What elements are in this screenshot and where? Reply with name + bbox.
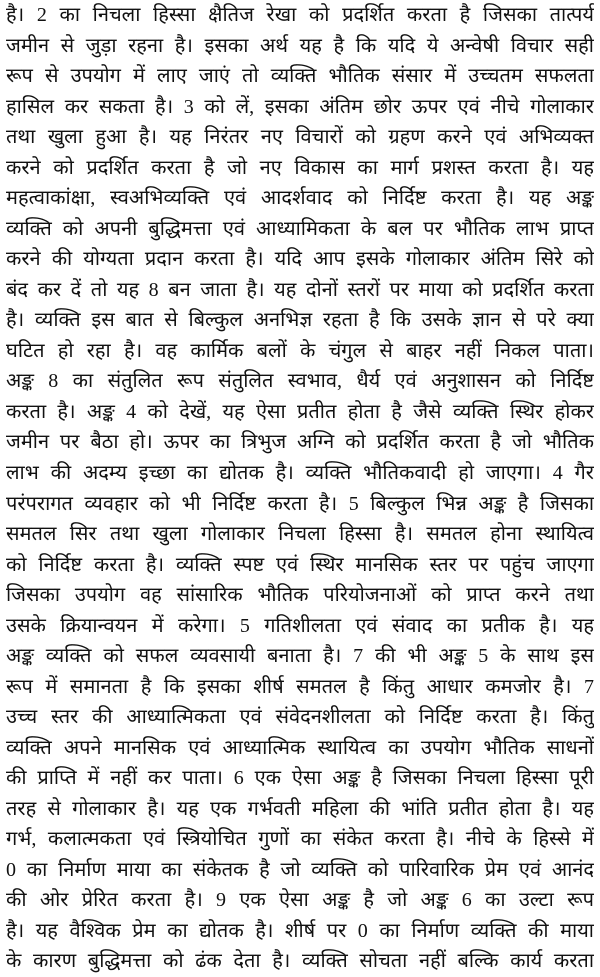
text-line: व्यक्ति अपने मानसिक एवं आध्यात्मिक स्थायित्व का उपयोग भौतिक साधनों (6, 736, 594, 759)
text-line: है। यह वैश्विक प्रेम का द्योतक है। शीर्ष पर 0 का निर्माण व्यक्ति की माया (6, 919, 594, 942)
text-line: जिसका उपयोग वह सांसारिक भौतिक परियोजनाओं को प्राप्त करने तथा (6, 584, 594, 607)
text-line: की ओर प्रेरित करता है। 9 एक ऐसा अङ्क है जो अङ्क 6 का उल्टा रूप (6, 889, 594, 912)
text-line: की प्राप्ति में नहीं कर पाता। 6 एक ऐसा अङ्क है जिसका निचला हिस्सा पूरी (6, 767, 594, 790)
text-line: बंद कर दें तो यह 8 बन जाता है। यह दोनों स्तरों पर माया को प्रदर्शित करता (6, 278, 594, 301)
text-line: परंपरागत व्यवहार को भी निर्दिष्ट करता है। 5 बिल्कुल भिन्न अङ्क है जिसका (6, 492, 594, 515)
text-line: गर्भ, कलात्मकता एवं स्त्रियोचित गुणों का संकेत करता है। नीचे के हिस्से में (6, 828, 594, 851)
text-line: जमीन पर बैठा हो। ऊपर का त्रिभुज अग्नि को प्रदर्शित करता है जो भौतिक (6, 431, 594, 454)
text-line: रूप से उपयोग में लाए जाएं तो व्यक्ति भौतिक संसार में उच्चतम सफलता (6, 65, 594, 88)
text-line: है। 2 का निचला हिस्सा क्षैतिज रेखा को प्रदर्शित करता है जिसका तात्पर्य (6, 4, 594, 26)
text-line: उसके क्रियान्वयन में करेगा। 5 गतिशीलता एवं संवाद का प्रतीक है। यह (6, 614, 594, 637)
text-line: तरह से गोलाकार है। यह एक गर्भवती महिला की भांति प्रतीत होता है। यह (6, 797, 594, 820)
text-line: व्यक्ति को अपनी बुद्धिमत्ता एवं आध्यामिकता के बल पर भौतिक लाभ प्राप्त (6, 217, 594, 240)
text-line: के कारण बुद्धिमत्ता को ढंक देता है। व्यक्ति सोचता नहीं बल्कि कार्य करता (6, 950, 594, 973)
text-line: है। व्यक्ति इस बात से बिल्कुल अनभिज्ञ रहता है कि उसके ज्ञान से परे क्या (6, 309, 594, 332)
text-line: उच्च स्तर की आध्यात्मिकता एवं संवेदनशीलता को निर्दिष्ट करता है। किंतु (6, 706, 594, 729)
text-line: जमीन से जुड़ा रहना है। इसका अर्थ यह है कि यदि ये अन्वेषी विचार सही (6, 34, 594, 57)
text-line: समतल सिर तथा खुला गोलाकार निचला हिस्सा है। समतल होना स्थायित्व (6, 523, 594, 546)
text-line: रूप में समानता है कि इसका शीर्ष समतल है किंतु आधार कमजोर है। 7 (6, 675, 594, 698)
text-line: करता है। अङ्क 4 को देखें, यह ऐसा प्रतीत होता है जैसे व्यक्ति स्थिर होकर (6, 400, 594, 423)
text-line: महत्वाकांक्षा, स्वअभिव्यक्ति एवं आदर्शवाद को निर्दिष्ट करता है। यह अङ्क (6, 187, 594, 210)
text-line: अङ्क 8 का संतुलित रूप संतुलित स्वभाव, धैर्य एवं अनुशासन को निर्दिष्ट (6, 370, 594, 393)
text-line: 0 का निर्माण माया का संकेतक है जो व्यक्ति को पारिवारिक प्रेम एवं आनंद (6, 858, 594, 881)
text-line: लाभ की अदम्य इच्छा का द्योतक है। व्यक्ति भौतिकवादी हो जाएगा। 4 गैर (6, 461, 594, 484)
text-line: हासिल कर सकता है। 3 को लें, इसका अंतिम छोर ऊपर एवं नीचे गोलाकार (6, 95, 594, 118)
text-line: घटित हो रहा है। वह कार्मिक बलों के चंगुल से बाहर नहीं निकल पाता। (6, 339, 594, 362)
text-line: को निर्दिष्ट करता है। व्यक्ति स्पष्ट एवं स्थिर मानसिक स्तर पर पहुंच जाएगा (6, 553, 594, 576)
text-line: करने को प्रदर्शित करता है जो नए विकास का मार्ग प्रशस्त करता है। यह (6, 156, 594, 179)
text-line: करने की योग्यता प्रदान करता है। यदि आप इसके गोलाकार अंतिम सिरे को (6, 248, 594, 271)
text-line: अङ्क व्यक्ति को सफल व्यवसायी बनाता है। 7 की भी अङ्क 5 के साथ इस (6, 645, 594, 668)
text-line: तथा खुला हुआ है। यह निरंतर नए विचारों को ग्रहण करने एवं अभिव्यक्त (6, 126, 594, 149)
